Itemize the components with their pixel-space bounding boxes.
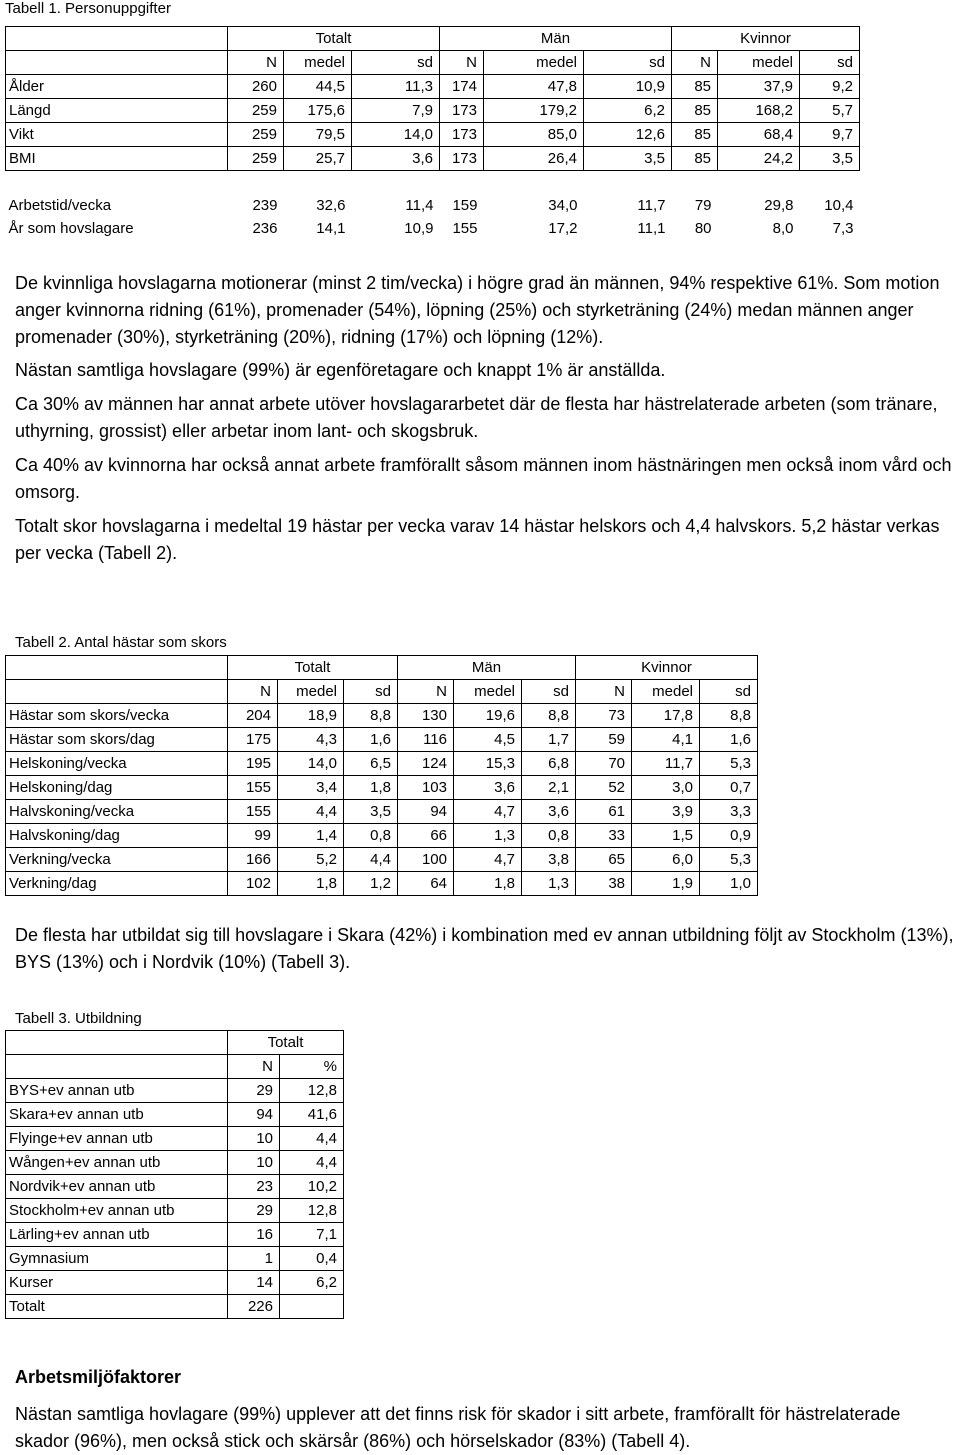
cell: 6,0	[632, 848, 700, 872]
cell: 11,3	[352, 75, 440, 99]
row-label: Lärling+ev annan utb	[6, 1223, 228, 1247]
cell: 1,9	[632, 872, 700, 896]
cell: 64	[398, 872, 454, 896]
cell: 0,7	[700, 776, 758, 800]
column-header: medel	[484, 51, 584, 75]
cell: 259	[228, 147, 284, 171]
cell: 44,5	[284, 75, 352, 99]
column-header: N	[398, 680, 454, 704]
column-header: sd	[522, 680, 576, 704]
cell: 4,5	[454, 728, 522, 752]
cell: 4,3	[278, 728, 344, 752]
table-row	[6, 147, 860, 171]
paragraph: Nästan samtliga hovslagare (99%) är egenföretagare och knappt 1% är anställda.	[15, 360, 666, 380]
cell: 29,8	[764, 196, 794, 214]
cell: 0,8	[522, 824, 576, 848]
table-row	[6, 75, 860, 99]
table-row	[6, 1247, 344, 1271]
group-header: Totalt	[228, 27, 440, 51]
column-header: N	[576, 680, 632, 704]
body-text	[15, 270, 955, 567]
cell: 10	[228, 1127, 280, 1151]
row-label: Halvskoning/dag	[6, 824, 228, 848]
cell: 3,5	[344, 800, 398, 824]
row-label: År som hovslagare	[8, 219, 134, 237]
cell: 85	[672, 123, 718, 147]
cell: 10,9	[404, 219, 434, 237]
group-header: Totalt	[228, 1031, 344, 1055]
cell: 259	[228, 99, 284, 123]
table-row	[6, 824, 758, 848]
column-header: medel	[632, 680, 700, 704]
table-row	[6, 704, 758, 728]
cell: 260	[228, 75, 284, 99]
row-label: BMI	[6, 147, 228, 171]
cell: 3,4	[278, 776, 344, 800]
row-label: Ålder	[6, 75, 228, 99]
table3-sub-row	[6, 1055, 344, 1079]
cell: 65	[576, 848, 632, 872]
table3	[5, 1030, 344, 1319]
cell: 102	[228, 872, 278, 896]
cell: 1,3	[454, 824, 522, 848]
column-header: sd	[352, 51, 440, 75]
cell: 85,0	[484, 123, 584, 147]
cell: 10,4	[824, 196, 854, 214]
cell: 70	[576, 752, 632, 776]
cell: 25,7	[284, 147, 352, 171]
table-row	[6, 123, 860, 147]
cell: 11,1	[637, 219, 666, 237]
column-header: medel	[718, 51, 800, 75]
cell: 1,6	[700, 728, 758, 752]
cell: 32,6	[316, 196, 346, 214]
cell: 85	[672, 99, 718, 123]
cell: 0,9	[700, 824, 758, 848]
cell: 79,5	[284, 123, 352, 147]
cell: 7,9	[352, 99, 440, 123]
paragraph: De flesta har utbildat sig till hovslagare i Skara (42%) i kombination med ev annan utbildning följt av Stockholm (13%), BYS (13%) och i Nordvik (10%) (Tabell 3).	[15, 925, 954, 972]
cell: 11,4	[405, 196, 434, 214]
paragraph: Nästan samtliga hovlagare (99%) upplever att det finns risk för skador i sitt arbete, framförallt för hästrelaterade skador (96%), men också stick och skärsår (86%) och hörselskador (83%) (Tabell 4).	[15, 1404, 901, 1451]
table1-group-row	[6, 27, 860, 51]
cell: 5,7	[800, 99, 860, 123]
cell: 34,0	[548, 196, 578, 214]
paragraph: Ca 40% av kvinnorna har också annat arbete framförallt såsom männen inom hästnäringen men också inom vård och omsorg.	[15, 455, 952, 502]
row-label: Gymnasium	[6, 1247, 228, 1271]
cell: 0,8	[344, 824, 398, 848]
cell: 52	[576, 776, 632, 800]
cell: 38	[576, 872, 632, 896]
cell: 6,8	[522, 752, 576, 776]
cell: 179,2	[484, 99, 584, 123]
cell: 6,2	[280, 1271, 344, 1295]
row-label: Wången+ev annan utb	[6, 1151, 228, 1175]
cell: 17,2	[548, 219, 578, 237]
cell: 14	[228, 1271, 280, 1295]
cell: 14,0	[352, 123, 440, 147]
row-label: Verkning/vecka	[6, 848, 228, 872]
cell: 3,9	[632, 800, 700, 824]
table-row	[6, 1079, 344, 1103]
cell: 17,8	[632, 704, 700, 728]
column-header: medel	[284, 51, 352, 75]
cell: 61	[576, 800, 632, 824]
cell: 204	[228, 704, 278, 728]
cell: 2,1	[522, 776, 576, 800]
paragraph: Ca 30% av männen har annat arbete utöver hovslagararbetet där de flesta har hästrelaterade arbeten (som tränare, uthyrning, grossist) eller arbetar inom lant- och skogsbruk.	[15, 394, 938, 441]
cell: 19,6	[454, 704, 522, 728]
cell: 1,8	[454, 872, 522, 896]
cell: 26,4	[484, 147, 584, 171]
table-row	[6, 1271, 344, 1295]
table1-caption: Tabell 1. Personuppgifter	[5, 0, 171, 17]
row-label: Vikt	[6, 123, 228, 147]
cell: 5,3	[700, 752, 758, 776]
cell: 1,2	[344, 872, 398, 896]
cell: 103	[398, 776, 454, 800]
table-row	[6, 848, 758, 872]
cell: 6,5	[344, 752, 398, 776]
cell: 18,9	[278, 704, 344, 728]
column-header: N	[440, 51, 484, 75]
table2-group-row	[6, 656, 758, 680]
table-row	[6, 1151, 344, 1175]
cell: 1,7	[522, 728, 576, 752]
cell: 8,8	[522, 704, 576, 728]
table-row	[6, 1223, 344, 1247]
table-row	[6, 776, 758, 800]
cell: 4,1	[632, 728, 700, 752]
cell: 10,9	[584, 75, 672, 99]
cell: 236	[252, 219, 278, 237]
cell: 3,5	[584, 147, 672, 171]
cell: 14,1	[316, 219, 346, 237]
row-label: Nordvik+ev annan utb	[6, 1175, 228, 1199]
cell: 1,8	[278, 872, 344, 896]
cell: 1,5	[632, 824, 700, 848]
cell: 173	[440, 123, 484, 147]
group-header: Kvinnor	[576, 656, 758, 680]
cell: 1,8	[344, 776, 398, 800]
row-label: Kurser	[6, 1271, 228, 1295]
cell: 11,7	[637, 196, 666, 214]
cell: 12,8	[280, 1079, 344, 1103]
cell: 155	[228, 776, 278, 800]
table-row	[6, 728, 758, 752]
paragraph: De kvinnliga hovslagarna motionerar (minst 2 tim/vecka) i högre grad än männen, 94% respektive 61%. Som motion anger kvinnorna ridning (61%), promenader (54%), löpning (25%) och styrketräning (24%) medan männen anger promenader (30%), styrketräning (20%), ridning (17%) och löpning (12%).	[15, 273, 940, 347]
table-row	[6, 752, 758, 776]
cell: 155	[452, 219, 478, 237]
cell: 159	[452, 196, 478, 214]
cell: 6,2	[584, 99, 672, 123]
cell	[280, 1295, 344, 1319]
cell: 9,2	[800, 75, 860, 99]
cell: 59	[576, 728, 632, 752]
cell: 1,6	[344, 728, 398, 752]
cell: 12,8	[280, 1199, 344, 1223]
cell: 94	[228, 1103, 280, 1127]
cell: 1,4	[278, 824, 344, 848]
row-label: Helskoning/dag	[6, 776, 228, 800]
column-header: medel	[454, 680, 522, 704]
row-label: Halvskoning/vecka	[6, 800, 228, 824]
cell: 10,2	[280, 1175, 344, 1199]
column-header: N	[228, 680, 278, 704]
table2-caption: Tabell 2. Antal hästar som skors	[15, 634, 227, 651]
cell: 85	[672, 75, 718, 99]
table1	[5, 26, 860, 240]
cell: 12,6	[584, 123, 672, 147]
column-header: N	[228, 51, 284, 75]
cell: 155	[228, 800, 278, 824]
cell: 1	[228, 1247, 280, 1271]
cell: 4,4	[280, 1151, 344, 1175]
cell: 3,0	[632, 776, 700, 800]
cell: 47,8	[484, 75, 584, 99]
table2-sub-row	[6, 680, 758, 704]
table-row	[6, 1295, 344, 1319]
cell: 14,0	[278, 752, 344, 776]
cell: 130	[398, 704, 454, 728]
cell: 4,4	[280, 1127, 344, 1151]
row-label: Arbetstid/vecka	[8, 196, 112, 214]
row-label: Skara+ev annan utb	[6, 1103, 228, 1127]
section-heading: Arbetsmiljöfaktorer	[15, 1367, 182, 1387]
cell: 226	[228, 1295, 280, 1319]
cell: 11,7	[632, 752, 700, 776]
cell: 116	[398, 728, 454, 752]
column-header: %	[280, 1055, 344, 1079]
cell: 175	[228, 728, 278, 752]
table-row	[6, 1199, 344, 1223]
table-row	[6, 99, 860, 123]
row-label: Hästar som skors/vecka	[6, 704, 228, 728]
column-header: sd	[344, 680, 398, 704]
cell: 3,6	[454, 776, 522, 800]
cell: 29	[228, 1079, 280, 1103]
paragraph: Totalt skor hovslagarna i medeltal 19 hästar per vecka varav 14 hästar helskors och 4,4 halvskors. 5,2 hästar verkas per vecka (Tabell 2).	[15, 516, 940, 563]
table1-sub-row	[6, 51, 860, 75]
cell: 5,2	[278, 848, 344, 872]
cell: 23	[228, 1175, 280, 1199]
table-row	[6, 217, 860, 240]
cell: 1,3	[522, 872, 576, 896]
cell: 259	[228, 123, 284, 147]
cell: 15,3	[454, 752, 522, 776]
cell: 4,4	[344, 848, 398, 872]
cell: 175,6	[284, 99, 352, 123]
cell: 80	[694, 219, 712, 237]
row-label: Verkning/dag	[6, 872, 228, 896]
row-label: Helskoning/vecka	[6, 752, 228, 776]
cell: 124	[398, 752, 454, 776]
cell: 168,2	[718, 99, 800, 123]
column-header: N	[228, 1055, 280, 1079]
body-text-3	[15, 1401, 955, 1455]
group-header: Kvinnor	[672, 27, 860, 51]
cell: 24,2	[718, 147, 800, 171]
cell: 41,6	[280, 1103, 344, 1127]
cell: 173	[440, 147, 484, 171]
cell: 239	[252, 196, 278, 214]
table-row	[6, 872, 758, 896]
cell: 9,7	[800, 123, 860, 147]
table3-caption: Tabell 3. Utbildning	[15, 1010, 142, 1027]
cell: 73	[576, 704, 632, 728]
cell: 7,3	[832, 219, 854, 237]
column-header: sd	[584, 51, 672, 75]
cell: 99	[228, 824, 278, 848]
cell: 94	[398, 800, 454, 824]
row-label: Flyinge+ev annan utb	[6, 1127, 228, 1151]
column-header: sd	[800, 51, 860, 75]
column-header: N	[672, 51, 718, 75]
cell: 7,1	[280, 1223, 344, 1247]
cell: 3,6	[352, 147, 440, 171]
cell: 33	[576, 824, 632, 848]
cell: 37,9	[718, 75, 800, 99]
cell: 10	[228, 1151, 280, 1175]
group-header: Män	[440, 27, 672, 51]
table-row	[6, 194, 860, 217]
cell: 1,0	[700, 872, 758, 896]
table-row	[6, 1127, 344, 1151]
cell: 4,7	[454, 800, 522, 824]
row-label: Stockholm+ev annan utb	[6, 1199, 228, 1223]
cell: 3,5	[800, 147, 860, 171]
table-row	[6, 1103, 344, 1127]
table3-group-row	[6, 1031, 344, 1055]
cell: 166	[228, 848, 278, 872]
row-label: Totalt	[6, 1295, 228, 1319]
cell: 8,0	[772, 219, 794, 237]
cell: 174	[440, 75, 484, 99]
cell: 8,8	[344, 704, 398, 728]
cell: 100	[398, 848, 454, 872]
cell: 29	[228, 1199, 280, 1223]
row-label: Hästar som skors/dag	[6, 728, 228, 752]
cell: 5,3	[700, 848, 758, 872]
row-label: Längd	[6, 99, 228, 123]
cell: 3,8	[522, 848, 576, 872]
cell: 3,3	[700, 800, 758, 824]
cell: 195	[228, 752, 278, 776]
table-row	[6, 171, 860, 195]
table-row	[6, 800, 758, 824]
body-text-2	[15, 922, 955, 976]
cell: 79	[694, 196, 712, 214]
cell: 85	[672, 147, 718, 171]
cell: 3,6	[522, 800, 576, 824]
row-label: BYS+ev annan utb	[6, 1079, 228, 1103]
group-header: Totalt	[228, 656, 398, 680]
table2	[5, 655, 758, 896]
table-row	[6, 1175, 344, 1199]
cell: 0,4	[280, 1247, 344, 1271]
cell: 66	[398, 824, 454, 848]
cell: 173	[440, 99, 484, 123]
cell: 16	[228, 1223, 280, 1247]
cell: 4,4	[278, 800, 344, 824]
group-header: Män	[398, 656, 576, 680]
column-header: sd	[700, 680, 758, 704]
cell: 4,7	[454, 848, 522, 872]
column-header: medel	[278, 680, 344, 704]
cell: 8,8	[700, 704, 758, 728]
cell: 68,4	[718, 123, 800, 147]
